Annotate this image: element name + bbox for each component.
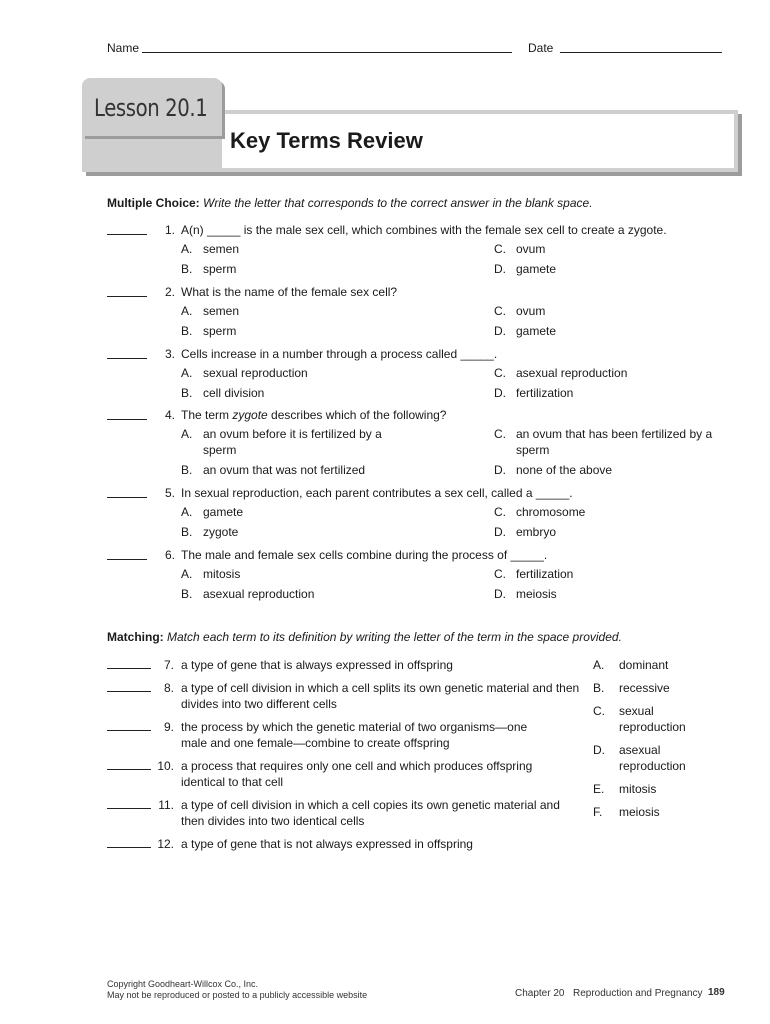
question-text: In sexual reproduction, each parent contributes a sex cell, called a _____. [181,486,573,500]
title-bar-left [82,136,222,168]
answer-blank[interactable] [107,836,151,848]
item-text: a process that requires only one cell and which produces offspring identical to that cell [181,759,533,789]
answer-blank[interactable] [107,657,151,669]
item-number: 7. [163,658,174,672]
option-d: D. embryo [494,525,557,539]
mc-instructions [107,196,593,210]
item-number: 11. [158,798,174,812]
reproduction-notice: May not be reproduced or posted to a publicly accessible website [107,990,368,1000]
item-number: 8. [163,681,174,695]
question-text: The term zygote describes which of the following? [181,408,447,422]
question-number: 2. [164,285,175,299]
question-text: The male and female sex cells combine during the process of _____. [181,548,548,562]
answer-blank[interactable] [107,680,151,692]
mc-heading: Multiple Choice: [107,196,200,210]
chapter-label: Chapter 20 [515,988,565,999]
option-b: B. zygote [181,525,239,539]
question-number: 1. [164,223,175,237]
option-c: C. ovum [494,304,546,318]
name-field[interactable] [142,52,512,53]
option-b: B. cell division [181,386,265,400]
question-number: 6. [164,548,175,562]
answer-blank[interactable] [107,719,151,731]
question-number: 5. [164,486,175,500]
name-label: Name [107,41,140,55]
option-c: C. asexual reproduction [494,366,628,380]
date-field[interactable] [560,52,722,53]
item-number: 10. [157,759,174,773]
question-text: A(n) _____ is the male sex cell, which combines with the female sex cell to create a zygote. [181,223,667,237]
item-number: 9. [163,720,174,734]
option-b: B. sperm [181,324,237,338]
option-c: C. ovum [494,242,546,256]
chapter-title: Reproduction and Pregnancy [573,988,703,999]
option-d: D. none of the above [494,463,613,477]
option-c: C. chromosome [494,505,586,519]
matching-instructions [107,630,622,644]
question-number: 3. [164,347,175,361]
option-d: D. fertilization [494,386,574,400]
mc-instruction-text: Write the letter that corresponds to the correct answer in the blank space. [203,196,593,210]
item-text: a type of gene that is always expressed in offspring [181,658,453,672]
item-text: the process by which the genetic material of two organisms—one male and one female—combine to create offspring [181,720,528,750]
option-d: D. gamete [494,262,557,276]
option-c: C. an ovum that has been fertilized by a sperm [494,427,713,457]
question-text: Cells increase in a number through a process called _____. [181,347,498,361]
option-d: D. gamete [494,324,557,338]
option-c: C. fertilization [494,567,574,581]
answer-blank[interactable] [107,408,147,420]
answer-blank[interactable] [107,797,151,809]
item-text: a type of cell division in which a cell splits its own genetic material and then divides into two different cells [181,681,580,711]
page-title: Key Terms Review [230,128,423,153]
option-a: A. mitosis [181,567,241,581]
matching-heading: Matching: [107,630,164,644]
answer-blank[interactable] [107,223,147,235]
option-a: A. gamete [181,505,244,519]
option-a: A. semen [181,304,240,318]
answer-blank[interactable] [107,548,147,560]
option-a: A. semen [181,242,240,256]
lesson-label: Lesson 20.1 [94,94,208,122]
copyright: Copyright Goodheart-Willcox Co., Inc. [107,979,259,989]
option-b: B. sperm [181,262,237,276]
question-number: 4. [164,408,175,422]
option-b: B. an ovum that was not fertilized [181,463,366,477]
option-a: A. sexual reproduction [181,366,308,380]
item-number: 12. [157,837,174,851]
answer-blank[interactable] [107,347,147,359]
matching-instruction-text: Match each term to its definition by writing the letter of the term in the space provided. [167,630,622,644]
answer-blank[interactable] [107,285,147,297]
option-a: A. an ovum before it is fertilized by a sperm [181,427,382,457]
item-text: a type of cell division in which a cell copies its own genetic material and then divides into two identical cells [181,798,560,828]
answer-blank[interactable] [107,758,151,770]
answer-blank[interactable] [107,486,147,498]
date-label: Date [528,41,554,55]
item-text: a type of gene that is not always expressed in offspring [181,837,473,851]
question-text: What is the name of the female sex cell? [181,285,398,299]
lesson-tab [82,78,222,136]
option-b: B. asexual reproduction [181,587,315,601]
option-d: D. meiosis [494,587,557,601]
page-number: 189 [708,987,725,998]
